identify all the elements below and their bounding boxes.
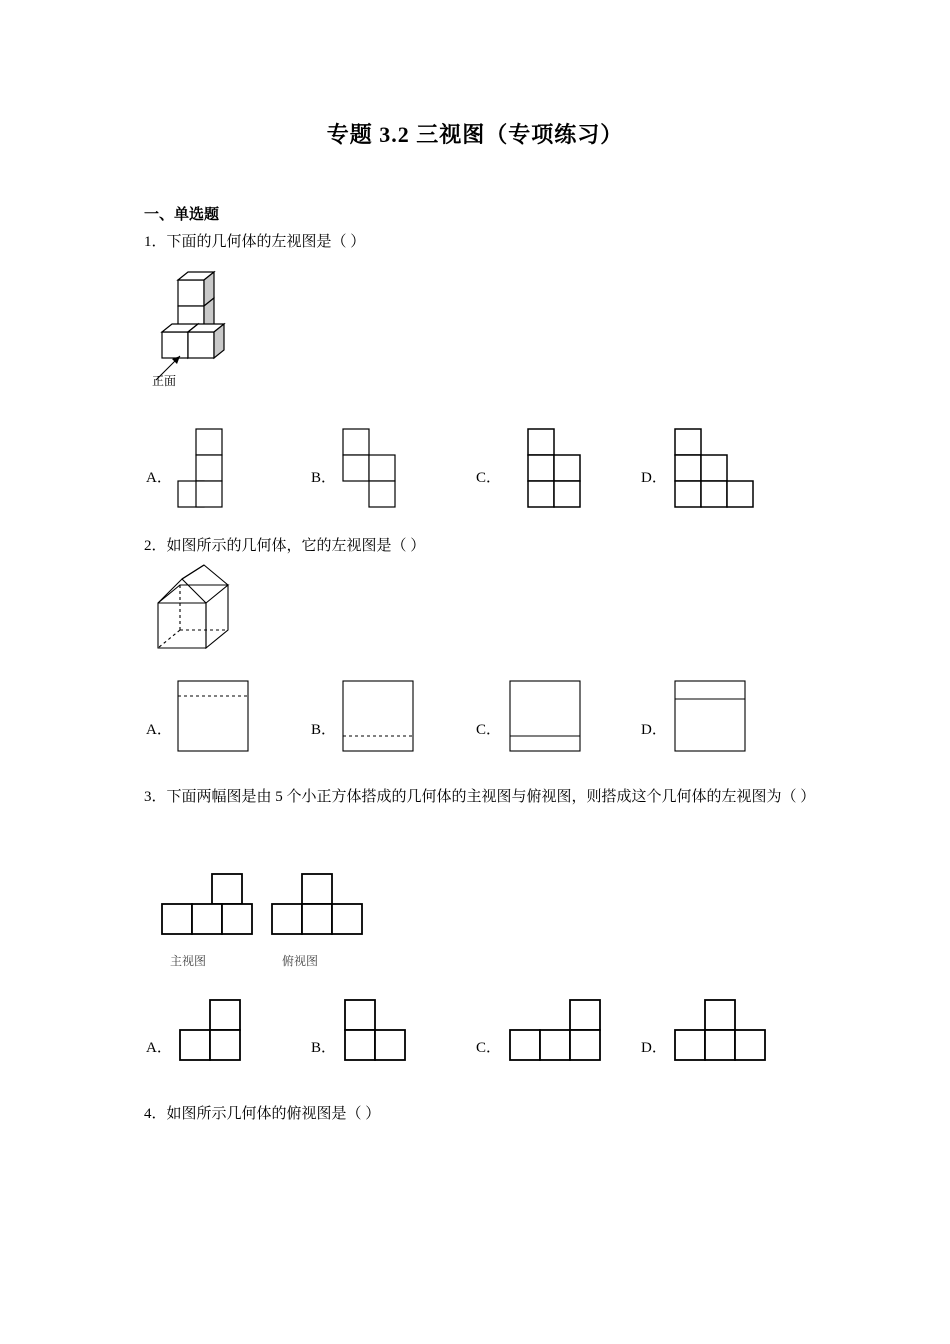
question-3-option-a-label[interactable]: A． (146, 1040, 172, 1056)
page-title: 专题 3.2 三视图（专项练习） (326, 122, 624, 147)
question-1-option-c-label[interactable]: C． (476, 470, 502, 486)
question-2-option-b-label[interactable]: B． (311, 722, 337, 738)
question-2-option-b-figure[interactable] (341, 679, 421, 759)
question-4-text: 4．如图所示几何体的俯视图是（ ） (144, 1106, 381, 1122)
question-3-text: 3．下面两幅图是由 5 个小正方体搭成的几何体的主视图与俯视图，则搭成这个几何体的左视图为（ ） (144, 789, 816, 805)
question-1-text: 1．下面的几何体的左视图是（ ） (144, 234, 366, 250)
question-1-option-d-figure[interactable] (673, 427, 758, 507)
question-1-option-d-label[interactable]: D． (641, 470, 667, 486)
question-1-option-c-figure[interactable] (508, 427, 588, 507)
question-3-top-view-figure (270, 872, 370, 942)
question-3-option-d-figure[interactable] (673, 998, 778, 1068)
question-1-option-a-label[interactable]: A． (146, 470, 172, 486)
question-2-option-d-figure[interactable] (673, 679, 753, 759)
question-3-front-view-caption: 主视图 (170, 954, 207, 968)
question-2-option-c-label[interactable]: C． (476, 722, 502, 738)
question-2-option-d-label[interactable]: D． (641, 722, 667, 738)
question-3-top-view-caption: 俯视图 (282, 954, 319, 968)
question-1-option-b-figure[interactable] (341, 427, 411, 507)
question-2-option-a-figure[interactable] (176, 679, 256, 759)
question-3-front-view-figure (160, 872, 260, 942)
question-3-option-b-label[interactable]: B． (311, 1040, 337, 1056)
question-3-option-c-label[interactable]: C． (476, 1040, 502, 1056)
question-2-figure (148, 565, 258, 660)
question-1-option-b-label[interactable]: B． (311, 470, 337, 486)
question-2-text: 2．如图所示的几何体，它的左视图是（ ） (144, 538, 426, 554)
question-1-figure-caption: 正面 (152, 374, 177, 388)
section-heading: 一、单选题 (144, 207, 220, 223)
question-1-option-a-figure[interactable] (176, 427, 236, 507)
question-2-option-a-label[interactable]: A． (146, 722, 172, 738)
question-3-option-a-figure[interactable] (178, 998, 258, 1068)
question-3-option-b-figure[interactable] (343, 998, 423, 1068)
question-2-option-c-figure[interactable] (508, 679, 588, 759)
question-3-option-d-label[interactable]: D． (641, 1040, 667, 1056)
question-3-option-c-figure[interactable] (508, 998, 613, 1068)
